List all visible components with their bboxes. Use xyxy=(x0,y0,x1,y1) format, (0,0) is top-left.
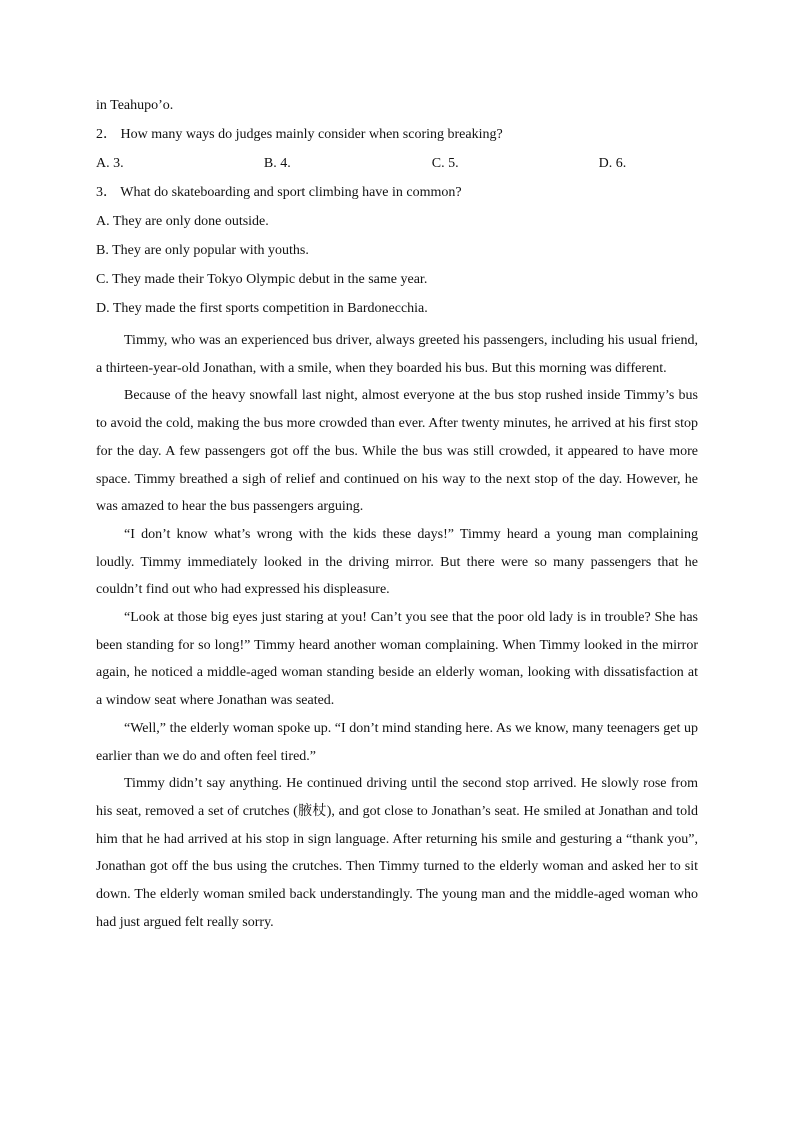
q3-option-d: D. They made the first sports competition in Bardonecchia. xyxy=(96,301,428,316)
question-2-options xyxy=(96,154,698,183)
question-2-stem: 2． How many ways do judges mainly consider when scoring breaking? xyxy=(96,127,503,142)
q2-option-b: B. 4. xyxy=(263,156,291,171)
passage-paragraph-3: “I don’t know what’s wrong with the kids these days!” Timmy heard a young man complaining loudly. Timmy immediately looked in the driving mirror. But there were so many passengers that he couldn’t find out who had expressed his displeasure. xyxy=(96,526,698,598)
q2-option-d: D. 6. xyxy=(598,156,627,171)
reading-passage xyxy=(96,327,698,936)
q2-option-a: A. 3. xyxy=(96,156,124,171)
question-3-stem: 3． What do skateboarding and sport climbing have in common? xyxy=(96,185,462,200)
q3-option-b: B. They are only popular with youths. xyxy=(96,243,309,258)
passage-paragraph-2: Because of the heavy snowfall last night, almost everyone at the bus stop rushed inside Timmy’s bus to avoid the cold, making the bus more crowded than ever. After twenty minutes, he arrived at his first stop for the day. A few passengers got off the bus. While the bus was still crowded, it appeared to have more space. Timmy breathed a sigh of relief and continued on his way to the next stop of the day. However, he was amazed to hear the bus passengers arguing. xyxy=(96,388,698,515)
previous-passage-tail: in Teahupo’o. xyxy=(96,98,174,113)
q3-option-a: A. They are only done outside. xyxy=(96,214,269,229)
passage-paragraph-6: Timmy didn’t say anything. He continued driving until the second stop arrived. He slowly rose from his seat, removed a set of crutches (腋杖), and got close to Jonathan’s seat. He smiled at Jonathan and told him that he had arrived at his stop in sign language. After returning his smile and gesturing a “thank you”, Jonathan got off the bus using the crutches. Then Timmy turned to the elderly woman and asked her to sit down. The elderly woman smiled back understandingly. The young man and the middle-aged woman who had just argued felt really sorry. xyxy=(96,776,698,930)
q2-option-c: C. 5. xyxy=(431,156,459,171)
passage-paragraph-5: “Well,” the elderly woman spoke up. “I don’t mind standing here. As we know, many teenagers get up earlier than we do and often feel tired.” xyxy=(96,720,698,764)
q3-option-c: C. They made their Tokyo Olympic debut in the same year. xyxy=(96,272,428,287)
passage-paragraph-1: Timmy, who was an experienced bus driver, always greeted his passengers, including his usual friend, a thirteen-year-old Jonathan, with a smile, when they boarded his bus. But this morning was different. xyxy=(96,333,698,376)
passage-paragraph-4: “Look at those big eyes just staring at you! Can’t you see that the poor old lady is in trouble? She has been standing for so long!” Timmy heard another woman complaining. When Timmy looked in the mirror again, he noticed a middle-aged woman standing beside an elderly woman, looking with dissatisfaction at a window seat where Jonathan was seated. xyxy=(96,610,698,709)
